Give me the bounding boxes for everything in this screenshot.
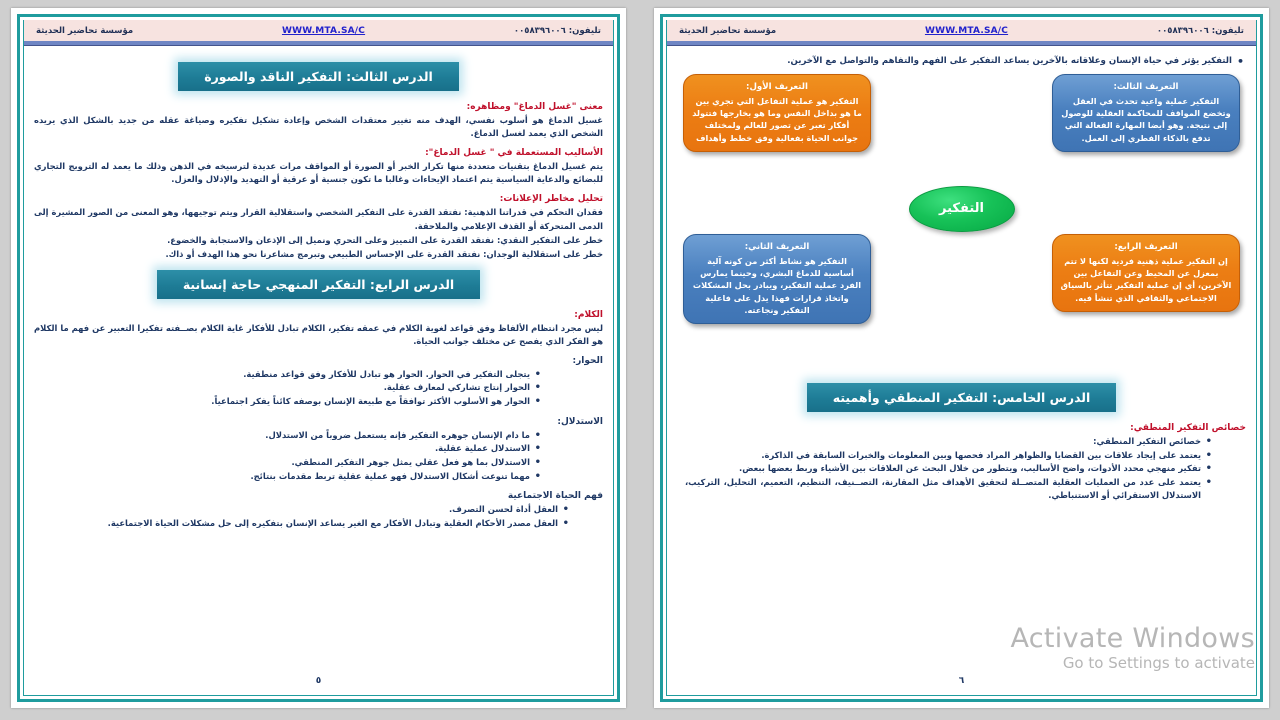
dialogue-section xyxy=(34,355,603,409)
header-website-link[interactable]: WWW.MTA.SA/C xyxy=(924,25,1009,36)
brainwashing-meaning-section xyxy=(34,101,603,140)
brainwashing-methods-title: الأساليب المستعملة في " غسل الدماغ": xyxy=(425,148,603,159)
list-item: • العقل مصدر الأحكام العقلية وتبادل الأفكار مع الغير يساعد الإنسان بتفكيره إلى حل مشكلات الحياة الاجتماعية. xyxy=(42,517,569,531)
list-item: • تفكير منهجي محدد الأدوات، واضح الأساليب، ويتطور من خلال البحث عن العلاقات بين الأشياء وربط بعضها ببعض. xyxy=(685,462,1212,476)
ad-risks-paragraph-2: خطر على التفكير النقدي: نفتقد القدرة على التمييز وعلى التحري ونميل إلى الإذعان والاستجابة والخضوع. xyxy=(167,234,603,245)
brainwashing-methods-paragraph: يتم غسيل الدماغ بتقنيات متعددة منها تكرار الخبر أو الصورة أو المواقف مرات عديدة لترسيخه في الذهن وذلك ما يعمد له الترويج التجاري للبضائع والدعاية السياسية يتم اعتماد الإيحاءات وغالبا ما تكون جنسية أو عرقية أو التهديد والإذلال والعزل. xyxy=(34,161,603,185)
speech-paragraph: ليس مجرد انتظام الألفاظ وفق قواعد لغوية الكلام في عمقه تفكير، الكلام تبادل للأفكار غاية الكلام بصــفته تفكيرا التعبير عن فهم ما الكلام هو الفكر الذي يفصح عن مختلف جوانب الحياة. xyxy=(34,322,603,346)
ad-risks-section xyxy=(34,193,603,260)
list-item: • الاستدلال بما هو فعل عقلي يمثل جوهر التفكير المنطقي. xyxy=(42,456,541,470)
definition-box-second-body: التفكير هو نشاط أكثر من كونه آلية أساسية للدماغ البشري، وحينما يمارس الفرد عملية التفكير، ويبادر بحل المشكلات واتخاذ قرارات فهذا يدل على فاعلية التفكير ونجاعته. xyxy=(692,255,862,315)
page-number-6: ٦ xyxy=(958,676,965,686)
intro-bullet-text: التفكير يؤثر في حياة الإنسان وعلاقاته بالآخرين يساعد التفكير على الفهم والتفاهم والتواصل مع الآخرين. xyxy=(787,56,1232,66)
header-organization: مؤسسة تحاضير الحديثة xyxy=(679,25,777,36)
inference-title: الاستدلال: xyxy=(557,416,603,427)
list-item: • يتجلى التفكير في الحوار. الحوار هو تبادل للأفكار وفق قواعد منطقية. xyxy=(42,368,541,382)
page-5-body xyxy=(24,46,613,696)
ad-risks-paragraph-3: خطر على استقلالية الوجدان: نفتقد القدرة على الإحساس الطبيعي وتبرمج مشاعرنا نحو هذا الهدف أو ذاك. xyxy=(165,248,603,259)
lesson3-banner: الدرس الثالث: التفكير الناقد والصورة xyxy=(178,62,459,91)
logical-thinking-title: خصائص التفكير المنطقي: xyxy=(1130,422,1246,433)
definition-box-third-title: التعريف الثالث: xyxy=(1113,81,1179,92)
list-item: • الحوار إنتاج تشاركي لمعارف عقلية. xyxy=(42,381,541,395)
list-item: • يعتمد على عدد من العمليات العقلية المتصــلة لتحقيق الأهداف مثل المقارنة، التصــنيف، التنظيم، التعميم، التحليل، التركيب، الاستدلال الاستقرائي أو الاستنباطي. xyxy=(685,476,1212,503)
header-phone: تليفون: ٠٠٥٨٣٩٦٠٠٦ xyxy=(1156,25,1244,36)
definition-box-first-title: التعريف الأول: xyxy=(746,81,808,92)
header-organization: مؤسسة تحاضير الحديثة xyxy=(36,25,134,36)
definition-box-fourth xyxy=(1052,234,1240,312)
definition-box-third xyxy=(1052,74,1240,152)
bullet-dot-icon: • xyxy=(1236,55,1244,68)
definition-box-fourth-title: التعريف الرابع: xyxy=(1114,241,1178,252)
intro-bullet-row xyxy=(677,53,1246,69)
diagram-center-node xyxy=(909,186,1015,232)
definition-box-third-body: التفكير عملية واعية تحدث في العقل وتخضع المواقف للمحاكمة العقلية للوصول إلى نتيجة. وهو أيضا المهارة الفعالة التي تدفع بالذكاء الفطري إلى العمل. xyxy=(1061,95,1231,143)
list-item: • ما دام الإنسان جوهره التفكير فإنه يستعمل ضروباً من الاستدلال. xyxy=(42,429,541,443)
list-item: • خصائص التفكير المنطقي: xyxy=(685,435,1212,449)
page-header xyxy=(24,20,613,41)
list-item: • العقل أداة لحسن التصرف. xyxy=(42,503,569,517)
lesson5-banner-wrap xyxy=(677,383,1246,412)
list-item: • مهما تنوعت أشكال الاستدلال فهو عملية عقلية تربط مقدمات بنتائج. xyxy=(42,470,541,484)
page-gutter xyxy=(636,8,644,708)
document-page-5[interactable] xyxy=(11,8,626,708)
document-page-6[interactable] xyxy=(654,8,1269,708)
lesson4-banner: الدرس الرابع: التفكير المنهجي حاجة إنسانية xyxy=(157,270,480,299)
speech-section xyxy=(34,309,603,348)
definition-box-fourth-body: إن التفكير عملية ذهنية فردية لكنها لا تتم بمعزل عن المحيط وعن التفاعل بين الآخرين، أي إن عملية التفكير تتأثر بالسياق الاجتماعي والثقافي الذي تنشأ فيه. xyxy=(1060,255,1232,303)
social-life-section xyxy=(34,490,603,530)
dialogue-title: الحوار: xyxy=(572,355,603,366)
brainwashing-meaning-paragraph: غسيل الدماغ هو أسلوب نفسي، الهدف منه تغيير معتقدات الشخص وإعادة تشكيل تفكيره وصياغة عقله من جديد بالشكل الذي يريده الشخص الذي يعمد لغسل الدماغ. xyxy=(34,115,603,139)
list-item: • الاستدلال عملية عقلية. xyxy=(42,442,541,456)
list-item: • يعتمد على إيجاد علاقات بين القضايا والظواهر المراد فحصها وبين المعلومات والخبرات السابقة في الذاكرة. xyxy=(685,449,1212,463)
definition-box-second-title: التعريف الثاني: xyxy=(744,241,810,252)
watermark-line-2: Go to Settings to activate xyxy=(1062,654,1255,672)
brainwashing-meaning-title: معنى "غسل الدماغ" ومظاهره: xyxy=(466,102,603,112)
social-life-bullets xyxy=(34,503,603,530)
social-life-title: فهم الحياة الاجتماعية xyxy=(507,491,603,502)
inference-bullets xyxy=(34,429,603,483)
definition-box-second xyxy=(683,234,871,324)
brainwashing-methods-section xyxy=(34,147,603,186)
header-website-link[interactable]: WWW.MTA.SA/C xyxy=(281,25,366,36)
diagram-center-label: التفكير xyxy=(939,201,984,217)
page-header xyxy=(667,20,1256,41)
speech-title: الكلام: xyxy=(574,309,603,320)
definition-box-first-body: التفكير هو عملية التفاعل التي تجري بين ما هو بداخل النفس وما هو بخارجها فتتولد أفكار تعبر عن تصور للعالم ولمختلف جوانب الحياة بفعالية وفق خطط وأهداف xyxy=(692,95,862,143)
logical-thinking-bullets xyxy=(677,435,1246,503)
ad-risks-paragraph-1: فقدان التحكم في قدراتنا الذهنية: نفتقد القدرة على التفكير الشخصي واستقلالية القرار ويتم توجيهها، وهو المعنى من الصور المشيرة إلى الدمى المتحركة أو القذف الإعلامي والملاحقة. xyxy=(34,207,603,231)
definition-box-first xyxy=(683,74,871,152)
page-6-body xyxy=(667,46,1256,696)
page-number-5: ٥ xyxy=(315,676,322,686)
logical-thinking-section xyxy=(677,422,1246,503)
header-phone: تليفون: ٠٠٥٨٣٩٦٠٠٦ xyxy=(513,25,601,36)
dialogue-bullets xyxy=(34,368,603,409)
list-item: • الحوار هو الأسلوب الأكثر توافقاً مع طبيعة الإنسان بوصفه كائناً يفكر اجتماعياً. xyxy=(42,395,541,409)
thinking-definitions-diagram xyxy=(677,74,1246,374)
lesson5-banner: الدرس الخامس: التفكير المنطقي وأهميته xyxy=(807,383,1117,412)
ad-risks-title: تحليل مخاطر الإعلانات: xyxy=(499,194,603,205)
lesson4-banner-wrap xyxy=(34,270,603,299)
lesson3-banner-wrap xyxy=(34,62,603,91)
inference-section xyxy=(34,416,603,484)
watermark-line-1: Activate Windows xyxy=(1010,622,1255,654)
